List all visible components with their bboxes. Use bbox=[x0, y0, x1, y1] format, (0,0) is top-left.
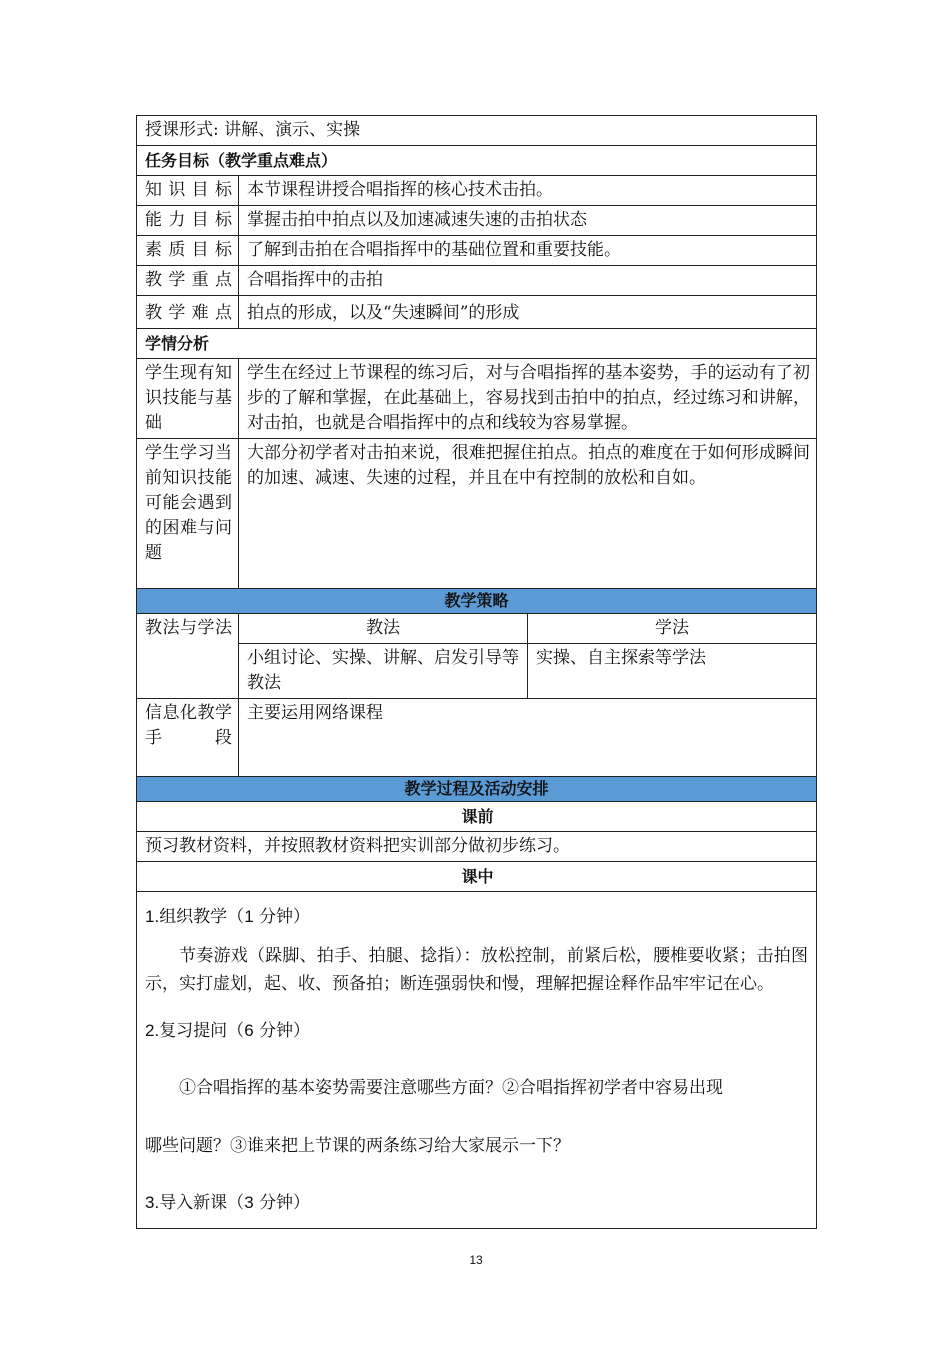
pre-class-row bbox=[137, 832, 816, 862]
goal-value: 了解到击拍在合唱指挥中的基础位置和重要技能。 bbox=[247, 240, 621, 260]
info-value: 主要运用网络课程 bbox=[247, 703, 383, 723]
page-number: 13 bbox=[469, 1253, 483, 1267]
in-class-heading-row bbox=[137, 862, 816, 892]
process-band bbox=[137, 777, 816, 802]
analysis-heading-row bbox=[137, 329, 816, 359]
section-2-heading: 2.复习提问（6 分钟） bbox=[145, 1021, 311, 1041]
pre-class-heading: 课前 bbox=[461, 807, 494, 826]
in-class-body-row bbox=[137, 892, 816, 1228]
goal-row-quality bbox=[137, 236, 816, 266]
section-3-heading: 3.导入新课（3 分钟） bbox=[145, 1193, 311, 1213]
analysis-value: 学生在经过上节课程的练习后，对与合唱指挥的基本姿势，手的运动有了初步的了解和掌握，在此基础上，容易找到击拍中的拍点，经过练习和讲解，对击拍，也就是合唱指挥中的点和线较为容易掌握。 bbox=[247, 363, 810, 433]
goals-heading-row bbox=[137, 146, 816, 176]
pre-class-heading-row bbox=[137, 802, 816, 832]
teach-method-head: 教法 bbox=[239, 614, 528, 643]
goal-label: 教学难点 bbox=[137, 296, 239, 328]
analysis-label: 学生学习当前知识技能可能会遇到的困难与问题 bbox=[137, 439, 239, 588]
goal-label: 素质目标 bbox=[137, 236, 239, 265]
goal-value: 合唱指挥中的击拍 bbox=[247, 270, 383, 290]
process-band-title: 教学过程及活动安排 bbox=[404, 779, 549, 798]
teaching-form-label: 授课形式: bbox=[145, 120, 219, 140]
goal-label: 教学重点 bbox=[137, 266, 239, 295]
strategy-band-title: 教学策略 bbox=[444, 591, 509, 610]
teaching-form-value: 讲解、演示、实操 bbox=[224, 120, 361, 140]
goal-value: 拍点的形成，以及“失速瞬间”的形成 bbox=[247, 303, 520, 323]
analysis-value: 大部分初学者对击拍来说，很难把握住拍点。拍点的难度在于如何形成瞬间的加速、减速、失速的过程，并且在中有控制的放松和自如。 bbox=[247, 443, 810, 488]
goal-row-knowledge bbox=[137, 176, 816, 206]
section-2-body-line1: ①合唱指挥的基本姿势需要注意哪些方面？②合唱指挥初学者中容易出现 bbox=[179, 1078, 723, 1098]
goal-label: 知识目标 bbox=[137, 176, 239, 205]
goal-row-key-point bbox=[137, 266, 816, 296]
method-label: 教法与学法 bbox=[137, 614, 239, 698]
info-row bbox=[137, 699, 816, 777]
in-class-heading: 课中 bbox=[461, 867, 494, 886]
goals-heading: 任务目标（教学重点难点） bbox=[145, 151, 338, 170]
section-1-body: 节奏游戏（跺脚、拍手、拍腿、捻指）：放松控制，前紧后松，腰椎要收紧；击拍图示，实打虚划，起、收、预备拍；断连强弱快和慢，理解把握诠释作品牢牢记在心。 bbox=[145, 946, 808, 994]
goal-value: 本节课程讲授合唱指挥的核心技术击拍。 bbox=[247, 180, 553, 200]
analysis-row-difficulty bbox=[137, 439, 816, 589]
teach-method-value: 小组讨论、实操、讲解、启发引导等教法 bbox=[239, 644, 528, 698]
section-1-heading: 1.组织教学（1 分钟） bbox=[145, 907, 311, 927]
learn-method-value: 实操、自主探索等学法 bbox=[536, 648, 706, 668]
analysis-label: 学生现有知识技能与基础 bbox=[137, 359, 239, 438]
goal-row-difficulty bbox=[137, 296, 816, 329]
goal-value: 掌握击拍中拍点以及加速减速失速的击拍状态 bbox=[247, 210, 587, 230]
goal-label: 能力目标 bbox=[137, 206, 239, 235]
strategy-band bbox=[137, 589, 816, 614]
teaching-form-row bbox=[137, 116, 816, 146]
analysis-heading: 学情分析 bbox=[145, 334, 210, 353]
analysis-row-basis bbox=[137, 359, 816, 439]
pre-class-value: 预习教材资料，并按照教材资料把实训部分做初步练习。 bbox=[145, 836, 570, 856]
goal-row-ability bbox=[137, 206, 816, 236]
method-row bbox=[137, 614, 816, 699]
section-2-body-line2: 哪些问题？③谁来把上节课的两条练习给大家展示一下？ bbox=[145, 1136, 570, 1156]
info-label: 信息化教学手段 bbox=[137, 699, 239, 776]
learn-method-head: 学法 bbox=[655, 618, 689, 638]
lesson-plan-table bbox=[136, 115, 817, 1229]
